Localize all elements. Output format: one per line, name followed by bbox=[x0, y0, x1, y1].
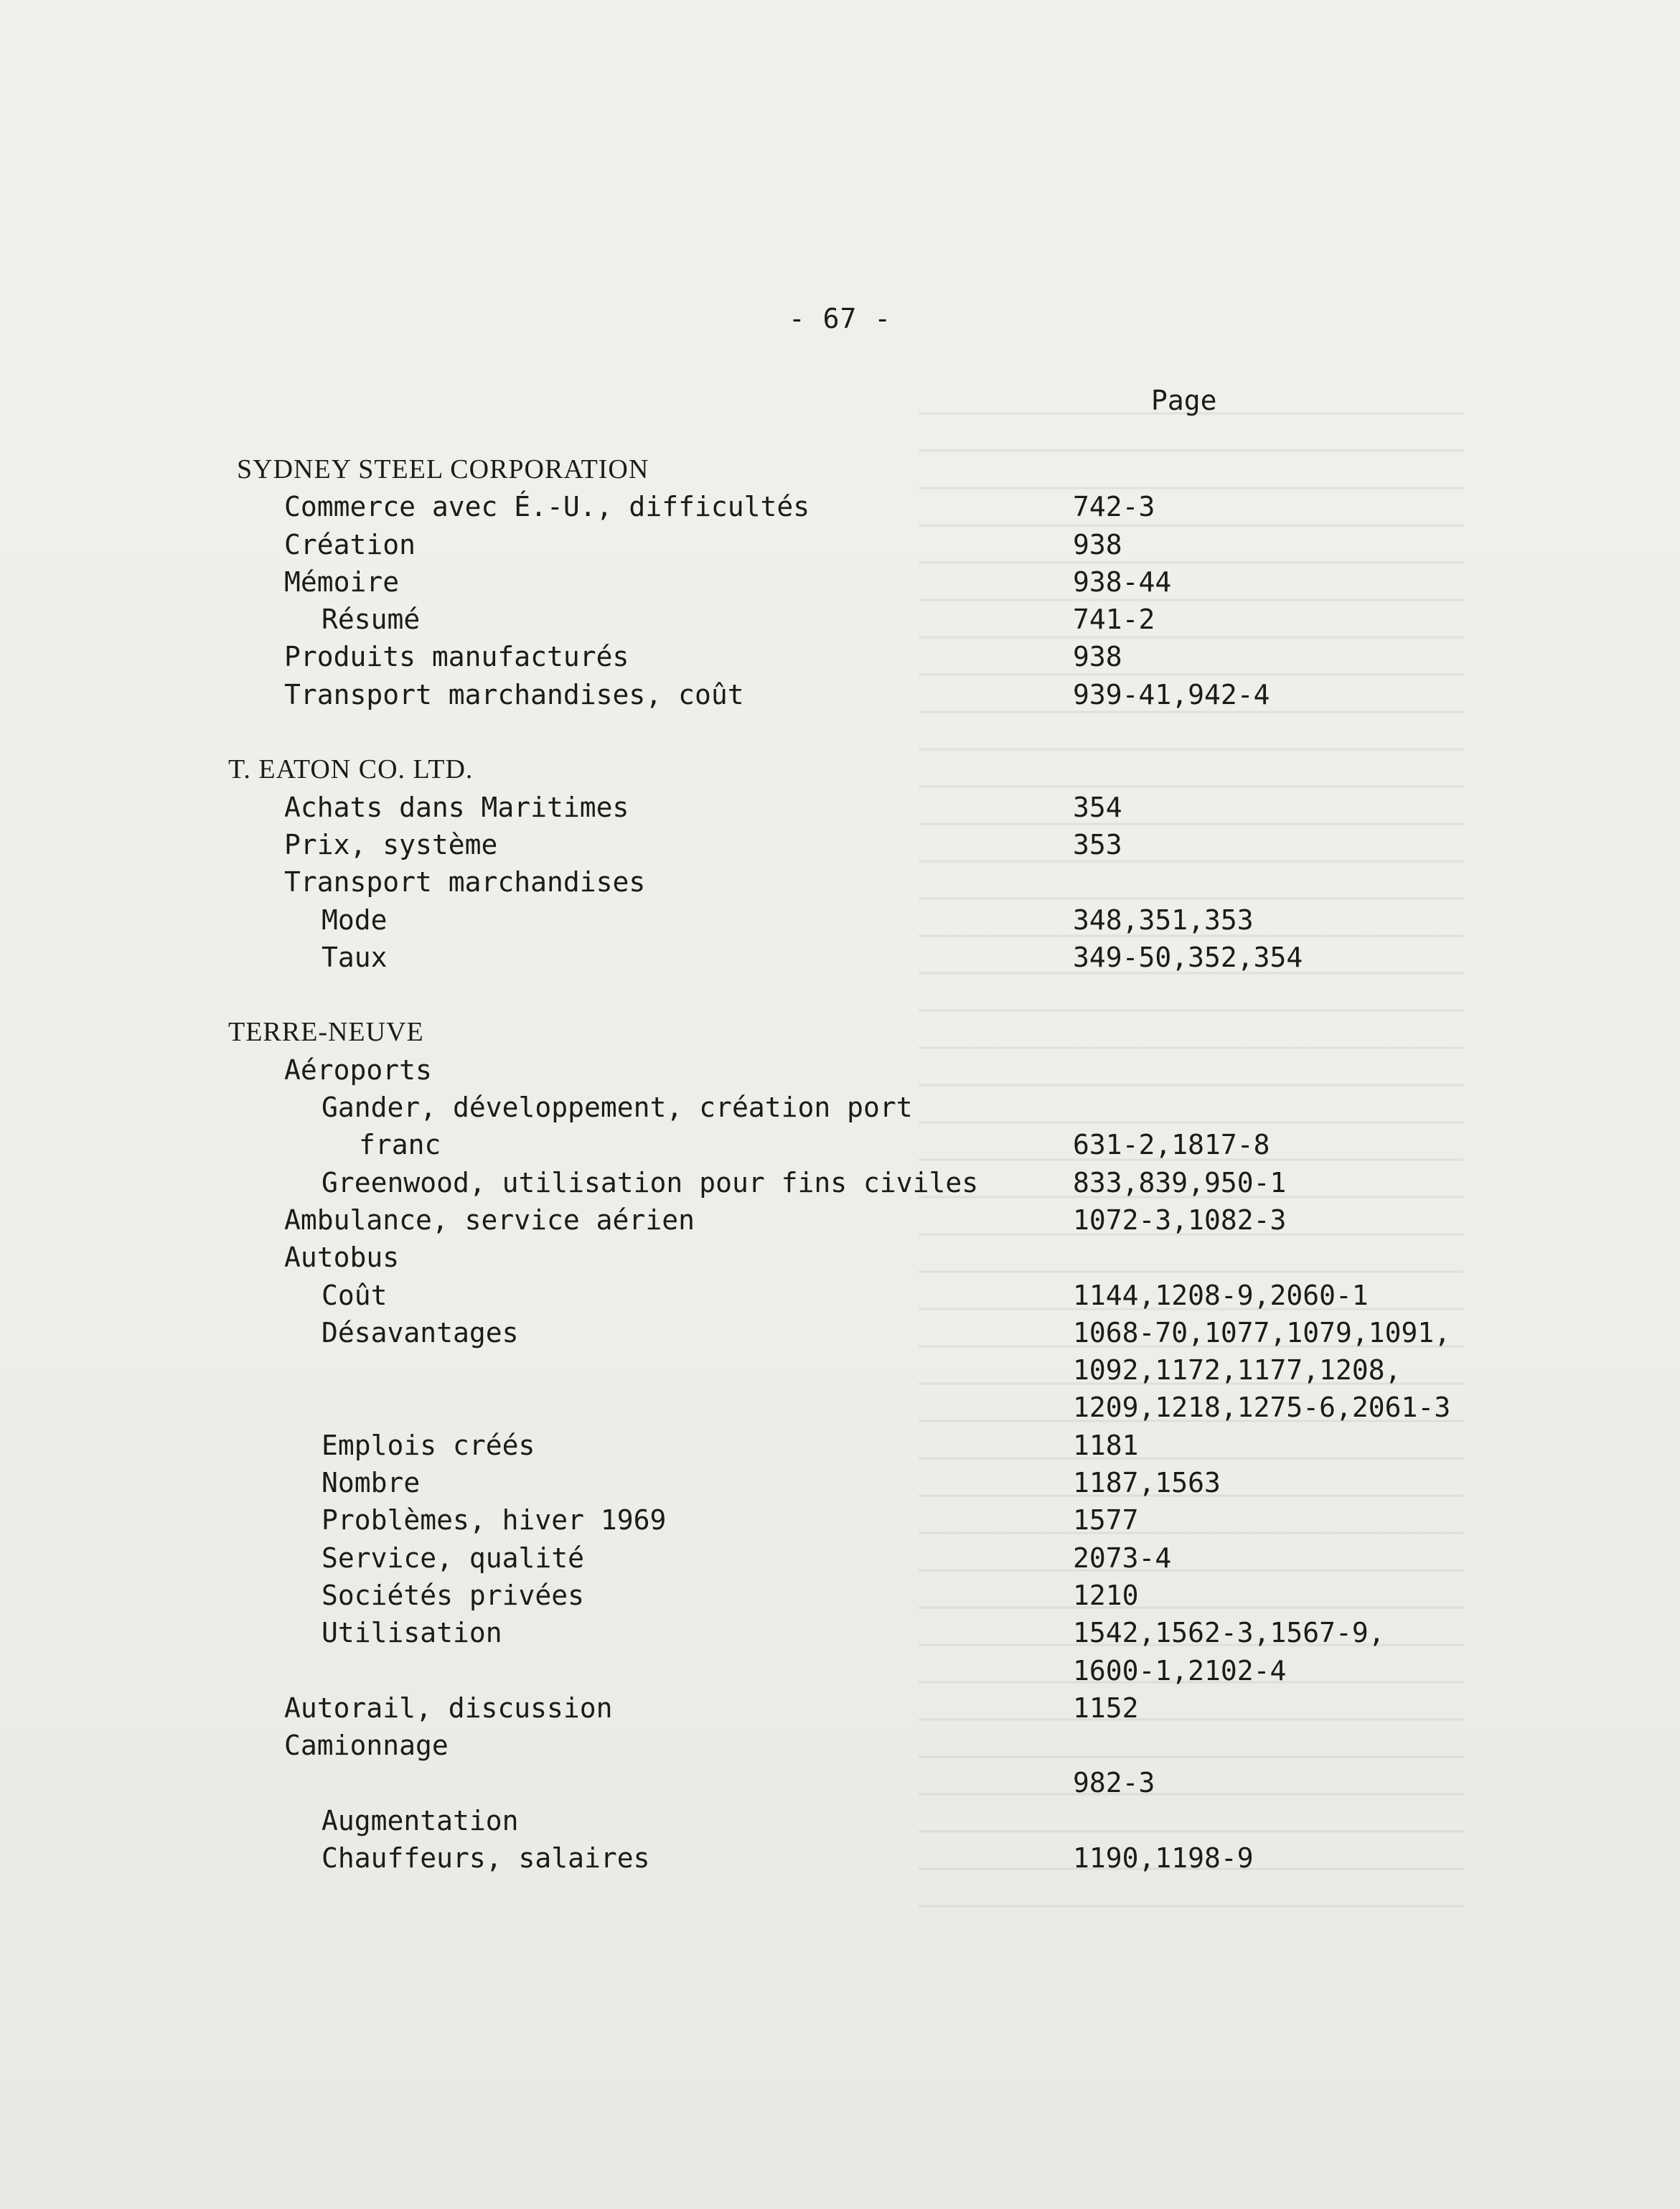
entry-pages: 939-41,942-4 bbox=[1073, 678, 1270, 710]
entry-term: Autorail, discussion bbox=[284, 1692, 613, 1724]
page-column-header: Page bbox=[1151, 385, 1217, 416]
entry-pages: 1152 bbox=[1073, 1692, 1139, 1724]
entry-pages: 982-3 bbox=[1073, 1767, 1155, 1799]
entry-term: Camionnage bbox=[284, 1730, 449, 1762]
section-heading-row bbox=[215, 451, 1564, 488]
entry-term: Utilisation bbox=[322, 1617, 502, 1649]
entry-pages: 349-50,352,354 bbox=[1073, 941, 1303, 973]
entry-term: Désavantages bbox=[322, 1316, 519, 1349]
entry-pages: 741-2 bbox=[1073, 604, 1155, 636]
entry-term: Mémoire bbox=[284, 566, 400, 598]
index-entry bbox=[215, 939, 1564, 976]
index-entry bbox=[215, 1839, 1564, 1877]
entry-pages: 1187,1563 bbox=[1073, 1467, 1221, 1499]
entry-term: Achats dans Maritimes bbox=[284, 791, 629, 823]
entry-pages: 1542,1562-3,1567-9, bbox=[1073, 1617, 1385, 1649]
entry-term: Greenwood, utilisation pour fins civiles bbox=[322, 1166, 979, 1199]
entry-pages: 354 bbox=[1073, 791, 1122, 823]
section-heading: TERRE-NEUVE bbox=[228, 1017, 424, 1048]
index-entry bbox=[215, 1764, 1564, 1801]
entry-pages: 1577 bbox=[1073, 1504, 1139, 1537]
section-heading-row bbox=[215, 751, 1564, 788]
index-entry bbox=[215, 1277, 1564, 1314]
entry-term: Transport marchandises bbox=[284, 866, 646, 899]
entry-term: Résumé bbox=[322, 604, 421, 636]
index-entry bbox=[215, 526, 1564, 563]
index-entry bbox=[215, 1389, 1564, 1426]
entry-term: Nombre bbox=[322, 1467, 421, 1499]
index-entry bbox=[215, 1501, 1564, 1539]
index-entry bbox=[215, 563, 1564, 601]
entry-pages: 1600-1,2102-4 bbox=[1073, 1654, 1287, 1687]
entry-pages: 348,351,353 bbox=[1073, 904, 1254, 936]
entry-pages: 938-44 bbox=[1073, 566, 1172, 598]
index-entry bbox=[215, 1727, 1564, 1764]
entry-term: Taux bbox=[322, 941, 388, 973]
page-number: - 67 - bbox=[788, 303, 892, 334]
index-entry bbox=[215, 1464, 1564, 1501]
entry-term: Gander, développement, création port bbox=[322, 1092, 913, 1124]
index-list bbox=[215, 451, 1564, 1877]
entry-pages: 742-3 bbox=[1073, 491, 1155, 523]
entry-term: Coût bbox=[322, 1279, 388, 1311]
entry-pages: 1181 bbox=[1073, 1429, 1139, 1461]
entry-term: franc bbox=[359, 1129, 441, 1161]
index-entry bbox=[215, 1089, 1564, 1126]
section-spacer bbox=[215, 713, 1564, 751]
index-entry bbox=[215, 1164, 1564, 1201]
section-heading-row bbox=[215, 1013, 1564, 1051]
entry-pages: 1068-70,1077,1079,1091, bbox=[1073, 1316, 1451, 1349]
entry-pages: 2073-4 bbox=[1073, 1542, 1172, 1574]
entry-pages: 833,839,950-1 bbox=[1073, 1166, 1287, 1199]
entry-pages: 1144,1208-9,2060-1 bbox=[1073, 1279, 1369, 1311]
index-entry bbox=[215, 1239, 1564, 1276]
index-entry bbox=[215, 1201, 1564, 1239]
index-entry bbox=[215, 676, 1564, 713]
entry-term: Chauffeurs, salaires bbox=[322, 1842, 650, 1874]
index-entry bbox=[215, 901, 1564, 939]
index-entry bbox=[215, 1577, 1564, 1614]
index-entry bbox=[215, 1802, 1564, 1839]
entry-term: Commerce avec É.-U., difficultés bbox=[284, 491, 810, 523]
entry-term: Produits manufacturés bbox=[284, 641, 629, 673]
entry-term: Prix, système bbox=[284, 828, 498, 860]
entry-term: Augmentation bbox=[322, 1804, 519, 1837]
index-entry bbox=[215, 1051, 1564, 1089]
index-entry bbox=[215, 789, 1564, 826]
entry-term: Problèmes, hiver 1969 bbox=[322, 1504, 667, 1537]
index-entry bbox=[215, 1126, 1564, 1163]
entry-term: Ambulance, service aérien bbox=[284, 1204, 695, 1236]
section-heading: T. EATON CO. LTD. bbox=[228, 754, 474, 785]
index-entry bbox=[215, 638, 1564, 675]
entry-term: Autobus bbox=[284, 1242, 400, 1274]
index-entry bbox=[215, 1351, 1564, 1389]
section-heading: SYDNEY STEEL CORPORATION bbox=[237, 454, 649, 484]
index-entry bbox=[215, 601, 1564, 638]
entry-pages: 353 bbox=[1073, 828, 1122, 860]
index-entry bbox=[215, 1314, 1564, 1351]
entry-pages: 1092,1172,1177,1208, bbox=[1073, 1354, 1402, 1387]
section-spacer bbox=[215, 976, 1564, 1013]
entry-term: Service, qualité bbox=[322, 1542, 585, 1574]
entry-term: Sociétés privées bbox=[322, 1579, 585, 1611]
entry-pages: 1210 bbox=[1073, 1579, 1139, 1611]
entry-pages: 1190,1198-9 bbox=[1073, 1842, 1254, 1874]
entry-pages: 938 bbox=[1073, 528, 1122, 561]
index-entry bbox=[215, 488, 1564, 525]
index-entry bbox=[215, 826, 1564, 863]
index-entry bbox=[215, 1652, 1564, 1689]
entry-term: Mode bbox=[322, 904, 388, 936]
index-entry bbox=[215, 1427, 1564, 1464]
entry-term: Emplois créés bbox=[322, 1429, 535, 1461]
entry-pages: 1209,1218,1275-6,2061-3 bbox=[1073, 1392, 1451, 1424]
entry-pages: 938 bbox=[1073, 641, 1122, 673]
index-entry bbox=[215, 1689, 1564, 1727]
entry-term: Aéroports bbox=[284, 1054, 432, 1086]
index-entry bbox=[215, 1614, 1564, 1651]
entry-pages: 631-2,1817-8 bbox=[1073, 1129, 1270, 1161]
entry-pages: 1072-3,1082-3 bbox=[1073, 1204, 1287, 1236]
index-entry bbox=[215, 1539, 1564, 1577]
entry-term: Création bbox=[284, 528, 416, 561]
index-entry bbox=[215, 863, 1564, 901]
entry-term: Transport marchandises, coût bbox=[284, 678, 744, 710]
